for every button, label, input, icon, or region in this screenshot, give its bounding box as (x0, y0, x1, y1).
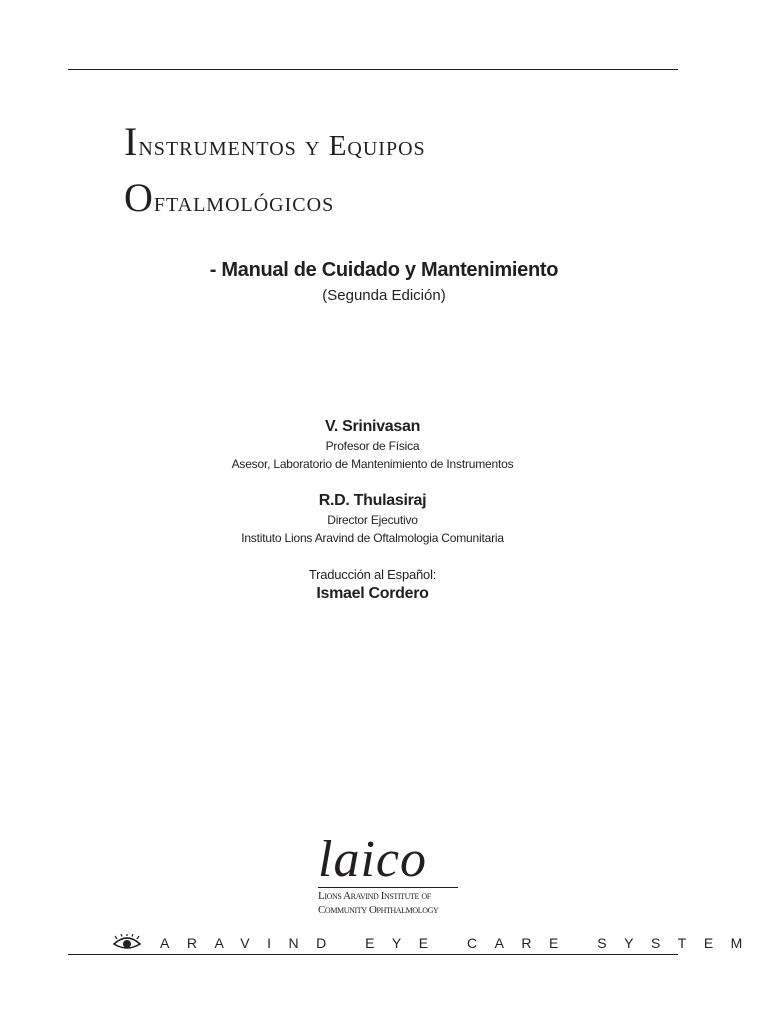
footer-brand (112, 933, 760, 953)
footer-text: ARAVIND EYE CARE SYSTEM (160, 935, 760, 951)
title-line-2: Oftalmológicos (124, 175, 335, 220)
title-line-1: Instrumentos y Equipos (124, 119, 426, 164)
author-name: R.D. Thulasiraj (318, 492, 427, 509)
laico-logo (318, 831, 458, 917)
edition: (Segunda Edición) (322, 287, 446, 304)
translator-name: Ismael Cordero (316, 585, 429, 602)
subtitle: - Manual de Cuidado y Mantenimiento (209, 259, 559, 281)
translation-label: Traducción al Español: (308, 567, 437, 582)
author-affiliation: Asesor, Laboratorio de Mantenimiento de Instrumentos (231, 457, 514, 471)
author-block-2 (0, 491, 745, 547)
author-role: Profesor de Física (325, 439, 420, 453)
author-affiliation: Instituto Lions Aravind de Oftalmologia Comunitaria (241, 531, 504, 545)
laico-line-2: Community Ophthalmology (318, 904, 439, 916)
top-rule (68, 69, 678, 70)
author-block-1 (0, 417, 745, 473)
author-name: V. Srinivasan (324, 418, 421, 435)
laico-wordmark: laico (318, 831, 427, 888)
page-title (124, 116, 684, 228)
eye-icon (112, 934, 142, 952)
bottom-rule (68, 954, 678, 955)
author-role: Director Ejecutivo (327, 513, 418, 527)
laico-line-1: Lions Aravind Institute of (318, 887, 458, 903)
translation-block (0, 566, 745, 604)
